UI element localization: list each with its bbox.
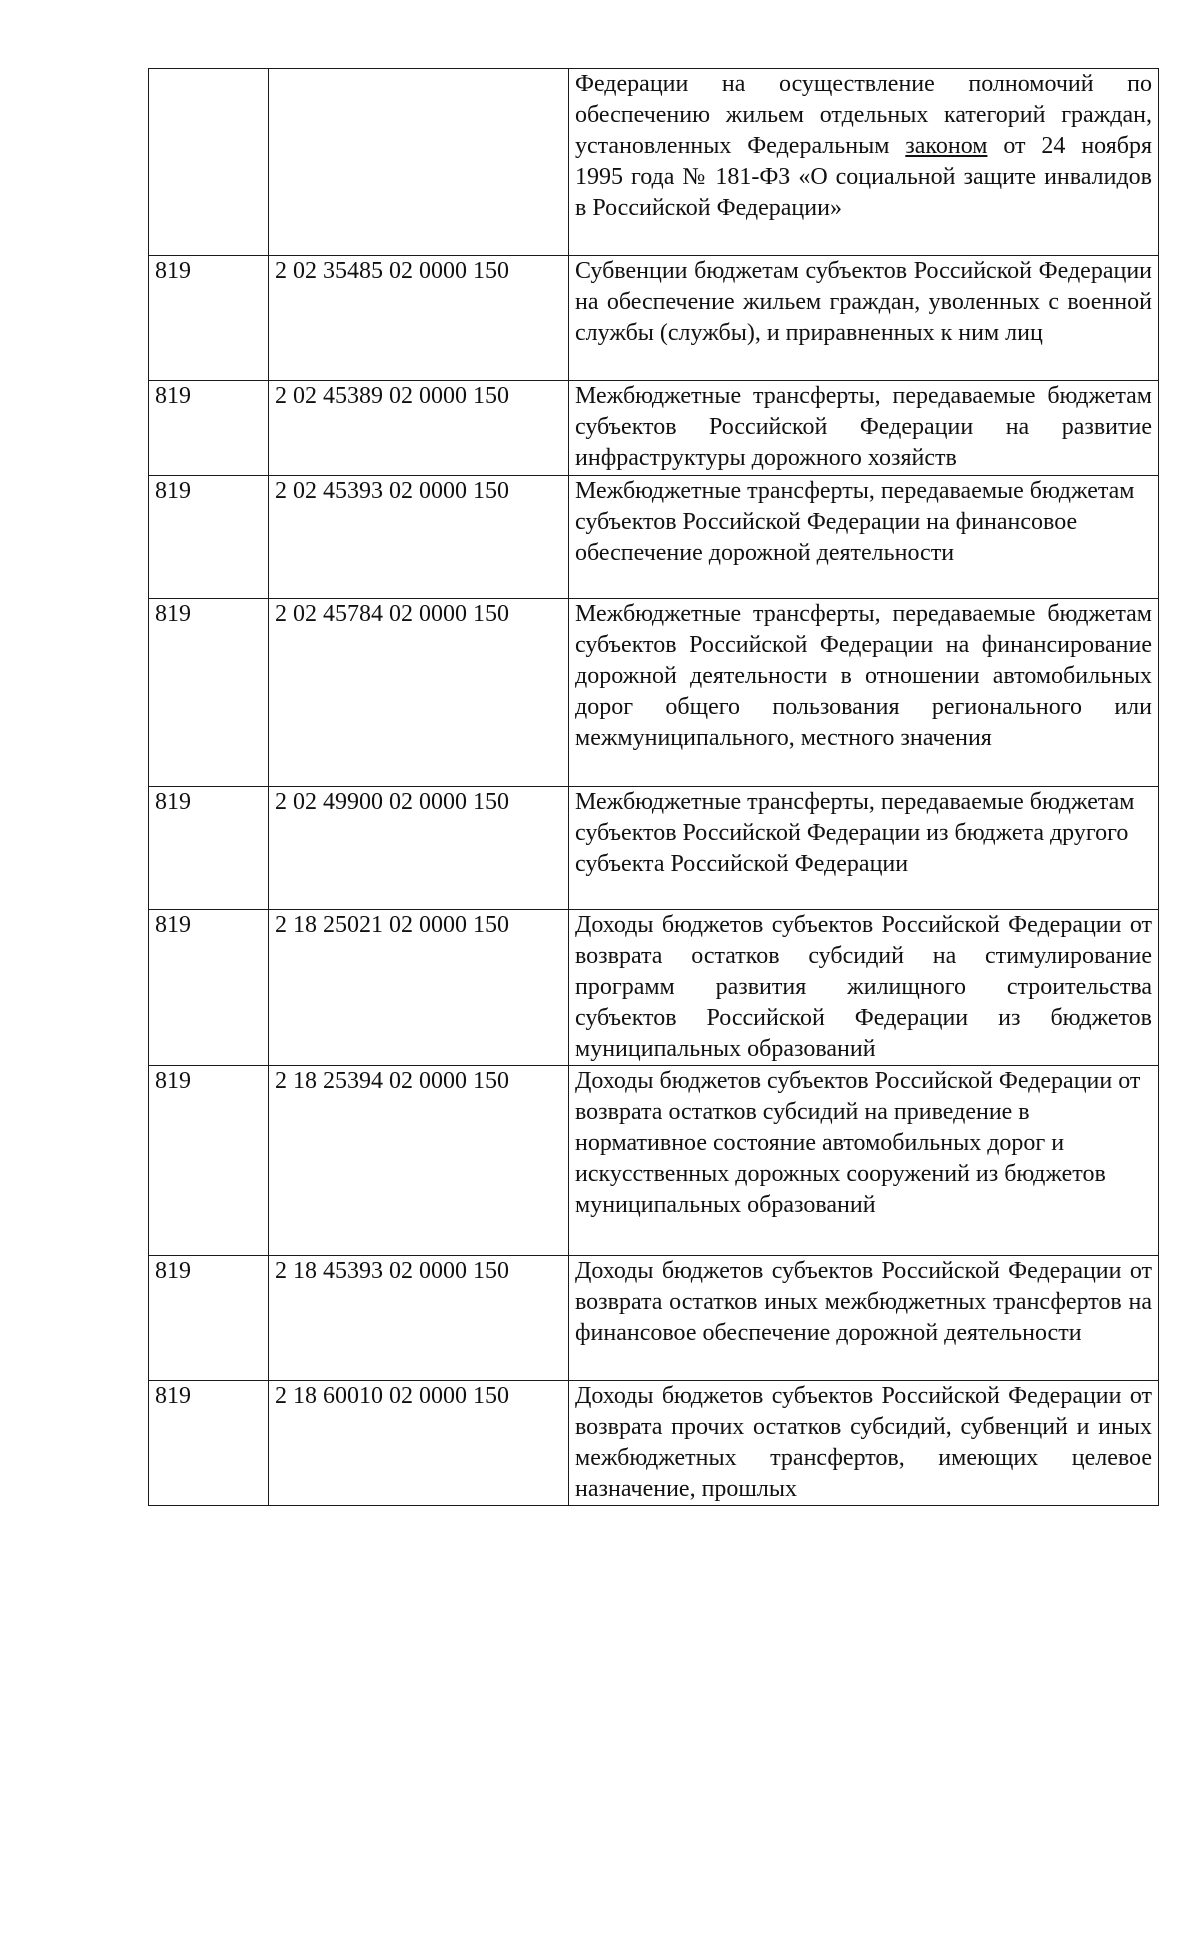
admin-code-cell: 819 [149, 476, 269, 599]
admin-code-cell: 819 [149, 910, 269, 1066]
admin-code-cell: 819 [149, 599, 269, 787]
table-row [149, 910, 1159, 1066]
revenue-code-cell: 2 18 25394 02 0000 150 [269, 1066, 569, 1256]
revenue-code-cell: 2 02 35485 02 0000 150 [269, 256, 569, 381]
admin-code-cell: 819 [149, 381, 269, 476]
table-row [149, 599, 1159, 787]
table-row [149, 1381, 1159, 1506]
admin-code-cell: 819 [149, 1066, 269, 1256]
revenue-code-cell: 2 18 60010 02 0000 150 [269, 1381, 569, 1506]
admin-code-cell: 819 [149, 1256, 269, 1381]
table-row [149, 1256, 1159, 1381]
admin-code-cell: 819 [149, 1381, 269, 1506]
law-link[interactable]: законом [905, 133, 988, 159]
description-cell: Межбюджетные трансферты, передаваемые бюджетам субъектов Российской Федерации на развитие инфраструктуры дорожного хозяйств [569, 381, 1159, 476]
revenue-code-cell: 2 02 45393 02 0000 150 [269, 476, 569, 599]
description-cell: Доходы бюджетов субъектов Российской Федерации от возврата остатков иных межбюджетных трансфертов на финансовое обеспечение дорожной деятельности [569, 1256, 1159, 1381]
description-text: Федерации на осуществление полномочий по обеспечению жильем отдельных категорий граждан, установленных Федеральным [575, 71, 1152, 159]
description-cell [569, 69, 1159, 256]
revenue-code-cell: 2 02 45389 02 0000 150 [269, 381, 569, 476]
table-row [149, 256, 1159, 381]
revenue-code-cell: 2 02 45784 02 0000 150 [269, 599, 569, 787]
revenue-code-cell: 2 18 25021 02 0000 150 [269, 910, 569, 1066]
revenue-code-cell: 2 02 49900 02 0000 150 [269, 787, 569, 910]
description-text: от 24 ноября 1995 года № 181-ФЗ «О социальной защите инвалидов в Российской Федерации» [575, 133, 1152, 221]
table-row [149, 381, 1159, 476]
description-cell: Межбюджетные трансферты, передаваемые бюджетам субъектов Российской Федерации на финансовое обеспечение дорожной деятельности [569, 476, 1159, 599]
admin-code-cell: 819 [149, 256, 269, 381]
table-row [149, 787, 1159, 910]
table-row [149, 1066, 1159, 1256]
description-cell: Доходы бюджетов субъектов Российской Федерации от возврата прочих остатков субсидий, субвенций и иных межбюджетных трансфертов, имеющих целевое назначение, прошлых [569, 1381, 1159, 1506]
revenue-code-cell [269, 69, 569, 256]
admin-code-cell [149, 69, 269, 256]
description-cell: Доходы бюджетов субъектов Российской Федерации от возврата остатков субсидий на стимулирование программ развития жилищного строительства субъектов Российской Федерации из бюджетов муниципальных образований [569, 910, 1159, 1066]
table-row [149, 476, 1159, 599]
description-cell: Межбюджетные трансферты, передаваемые бюджетам субъектов Российской Федерации из бюджета другого субъекта Российской Федерации [569, 787, 1159, 910]
description-cell: Доходы бюджетов субъектов Российской Федерации от возврата остатков субсидий на приведение в нормативное состояние автомобильных дорог и искусственных дорожных сооружений из бюджетов муниципальных образований [569, 1066, 1159, 1256]
admin-code-cell: 819 [149, 787, 269, 910]
description-cell: Межбюджетные трансферты, передаваемые бюджетам субъектов Российской Федерации на финансирование дорожной деятельности в отношении автомобильных дорог общего пользования регионального или межмуниципального, местного значения [569, 599, 1159, 787]
revenue-classification-table [148, 68, 1159, 1506]
table-row [149, 69, 1159, 256]
description-cell: Субвенции бюджетам субъектов Российской Федерации на обеспечение жильем граждан, уволенных с военной службы (службы), и приравненных к ним лиц [569, 256, 1159, 381]
revenue-code-cell: 2 18 45393 02 0000 150 [269, 1256, 569, 1381]
